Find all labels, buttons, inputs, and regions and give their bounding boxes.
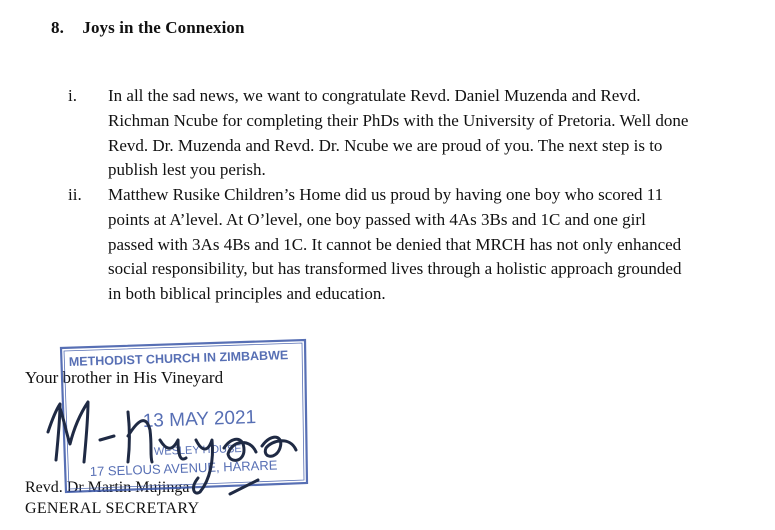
text-line: In all the sad news, we want to congratulate Revd. Daniel Muzenda and Revd. xyxy=(108,86,641,105)
text-line: Richman Ncube for completing their PhDs with the University of Pretoria. Well done xyxy=(108,110,689,130)
stamp-date-text: 13 MAY 2021 xyxy=(142,407,257,432)
list-marker: ii. xyxy=(68,185,82,204)
text-line: passed with 3As 4Bs and 1C. It cannot be denied that MRCH has not only enhanced xyxy=(108,234,682,254)
closing-line: Your brother in His Vineyard xyxy=(25,368,224,387)
stamp-org-text: METHODIST CHURCH IN ZIMBABWE xyxy=(68,348,289,369)
section-number: 8. xyxy=(51,18,64,37)
text-line: Revd. Dr. Muzenda and Revd. Dr. Ncube we are proud of you. The next step is to xyxy=(108,135,663,155)
text-line: points at A’level. At O’level, one boy passed with 4As 3Bs and 1C and one girl xyxy=(108,209,646,229)
list-marker: i. xyxy=(68,86,77,105)
text-line: social responsibility, but has transformed lives through a holistic approach grounded xyxy=(108,259,682,279)
signatory-title: GENERAL SECRETARY xyxy=(25,500,200,517)
stamp-address-text: 17 SELOUS AVENUE, HARARE xyxy=(89,457,278,479)
official-stamp xyxy=(61,340,307,492)
stamp-house-text: WESLEY HOUSE xyxy=(153,442,242,458)
signatory-name: Revd. Dr Martin Mujinga xyxy=(25,479,190,496)
text-line: Matthew Rusike Children’s Home did us proud by having one boy who scored 11 xyxy=(108,185,664,204)
text-line: in both biblical principles and education. xyxy=(108,284,386,304)
section-title: Joys in the Connexion xyxy=(82,18,245,37)
text-line: publish lest you perish. xyxy=(108,160,266,180)
